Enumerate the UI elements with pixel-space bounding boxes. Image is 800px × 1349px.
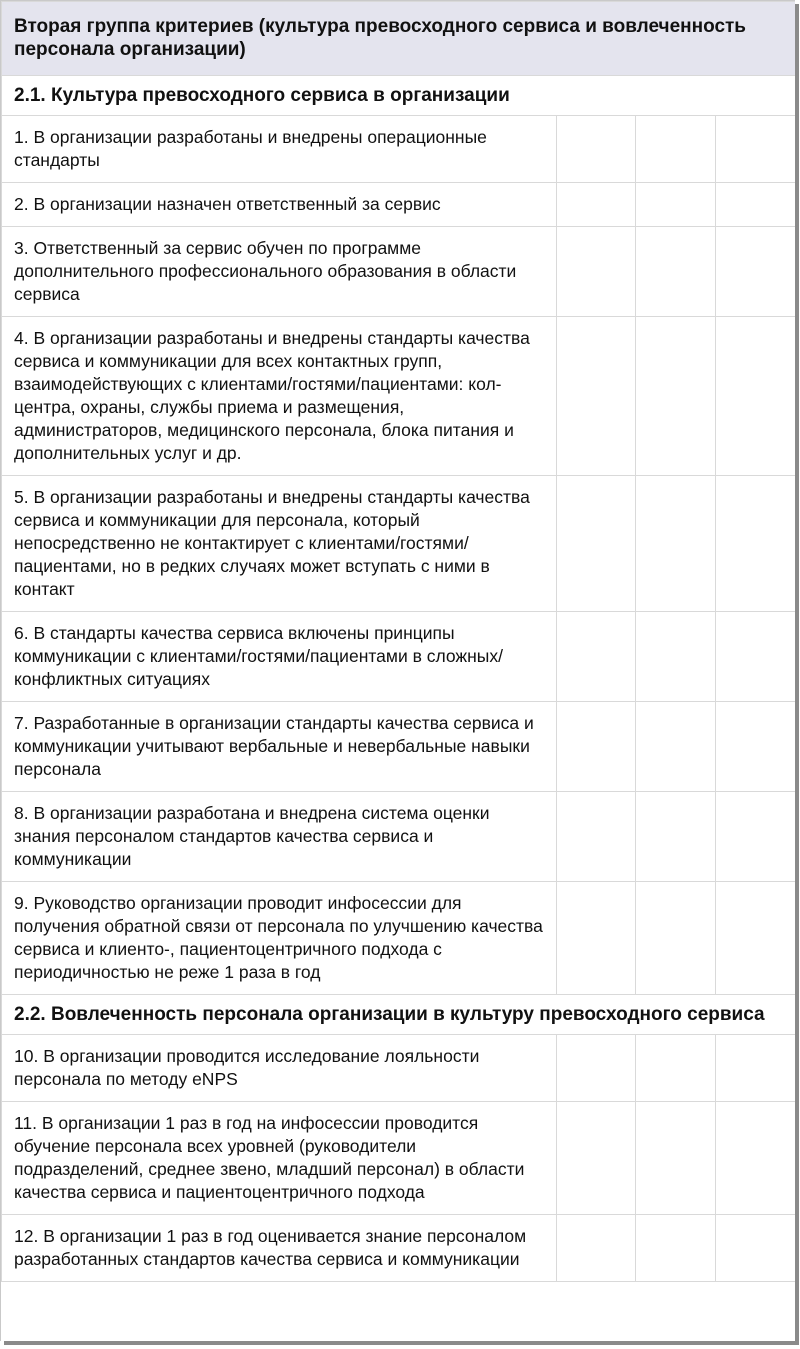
table-row xyxy=(2,183,796,227)
table-row xyxy=(2,882,796,995)
score-cell[interactable] xyxy=(716,882,796,995)
score-cell[interactable] xyxy=(716,1102,796,1215)
score-cell[interactable] xyxy=(636,1215,716,1282)
table-row xyxy=(2,1215,796,1282)
criterion-text: 5. В организации разработаны и внедрены стандарты качества сервиса и коммуникации для персонала, который непосредственно не контактирует с клиентами/гостями/пациентами, но в редких случаях может вступать с ними в контакт xyxy=(2,476,557,612)
table-row xyxy=(2,476,796,612)
criterion-text: 3. Ответственный за сервис обучен по программе дополнительного профессионального образования в области сервиса xyxy=(2,227,557,317)
score-cell[interactable] xyxy=(636,882,716,995)
criterion-text: 9. Руководство организации проводит инфосессии для получения обратной связи от персонала по улучшению качества сервиса и клиенто-, пациентоцентричного подхода с периодичностью не реже 1 раза в год xyxy=(2,882,557,995)
criterion-text: 10. В организации проводится исследование лояльности персонала по методу eNPS xyxy=(2,1035,557,1102)
table-row xyxy=(2,612,796,702)
table-row xyxy=(2,1035,796,1102)
score-cell[interactable] xyxy=(557,317,636,476)
section-header-row xyxy=(2,76,796,116)
score-cell[interactable] xyxy=(636,1035,716,1102)
score-cell[interactable] xyxy=(557,183,636,227)
score-cell[interactable] xyxy=(636,612,716,702)
criterion-text: 1. В организации разработаны и внедрены операционные стандарты xyxy=(2,116,557,183)
score-cell[interactable] xyxy=(557,227,636,317)
score-cell[interactable] xyxy=(716,1035,796,1102)
score-cell[interactable] xyxy=(716,227,796,317)
table-row xyxy=(2,1102,796,1215)
score-cell[interactable] xyxy=(557,1215,636,1282)
table-header-row xyxy=(2,2,796,76)
section-heading: 2.2. Вовлеченность персонала организации в культуру превосходного сервиса xyxy=(2,995,796,1035)
table-title: Вторая группа критериев (культура превосходного сервиса и вовлеченность персонала организации) xyxy=(2,2,796,76)
score-cell[interactable] xyxy=(716,702,796,792)
table-row xyxy=(2,792,796,882)
criterion-text: 6. В стандарты качества сервиса включены принципы коммуникации с клиентами/гостями/пациентами в сложных/конфликтных ситуациях xyxy=(2,612,557,702)
criterion-text: 7. Разработанные в организации стандарты качества сервиса и коммуникации учитывают вербальные и невербальные навыки персонала xyxy=(2,702,557,792)
table-row xyxy=(2,702,796,792)
score-cell[interactable] xyxy=(716,476,796,612)
score-cell[interactable] xyxy=(636,1102,716,1215)
criterion-text: 11. В организации 1 раз в год на инфосессии проводится обучение персонала всех уровней (руководители подразделений, среднее звено, младший персонал) в области качества сервиса и пациентоцентричного подхода xyxy=(2,1102,557,1215)
score-cell[interactable] xyxy=(636,183,716,227)
section-header-row xyxy=(2,995,796,1035)
score-cell[interactable] xyxy=(557,702,636,792)
score-cell[interactable] xyxy=(557,1102,636,1215)
score-cell[interactable] xyxy=(636,317,716,476)
criterion-text: 4. В организации разработаны и внедрены стандарты качества сервиса и коммуникации для всех контактных групп, взаимодействующих с клиентами/гостями/пациентами: кол-центра, охраны, службы приема и размещения, администраторов, медицинского персонала, блока питания и дополнительных услуг и др. xyxy=(2,317,557,476)
table-row xyxy=(2,116,796,183)
criterion-text: 12. В организации 1 раз в год оценивается знание персоналом разработанных стандартов качества сервиса и коммуникации xyxy=(2,1215,557,1282)
score-cell[interactable] xyxy=(636,116,716,183)
score-cell[interactable] xyxy=(557,476,636,612)
score-cell[interactable] xyxy=(716,183,796,227)
section-heading: 2.1. Культура превосходного сервиса в организации xyxy=(2,76,796,116)
score-cell[interactable] xyxy=(557,792,636,882)
criteria-table xyxy=(1,1,795,1282)
table-row xyxy=(2,317,796,476)
score-cell[interactable] xyxy=(636,476,716,612)
score-cell[interactable] xyxy=(557,116,636,183)
score-cell[interactable] xyxy=(716,612,796,702)
table-row xyxy=(2,227,796,317)
score-cell[interactable] xyxy=(716,317,796,476)
score-cell[interactable] xyxy=(636,227,716,317)
score-cell[interactable] xyxy=(557,612,636,702)
criterion-text: 2. В организации назначен ответственный за сервис xyxy=(2,183,557,227)
score-cell[interactable] xyxy=(557,882,636,995)
criterion-text: 8. В организации разработана и внедрена система оценки знания персоналом стандартов качества сервиса и коммуникации xyxy=(2,792,557,882)
score-cell[interactable] xyxy=(636,792,716,882)
score-cell[interactable] xyxy=(716,792,796,882)
score-cell[interactable] xyxy=(716,116,796,183)
score-cell[interactable] xyxy=(716,1215,796,1282)
score-cell[interactable] xyxy=(636,702,716,792)
score-cell[interactable] xyxy=(557,1035,636,1102)
